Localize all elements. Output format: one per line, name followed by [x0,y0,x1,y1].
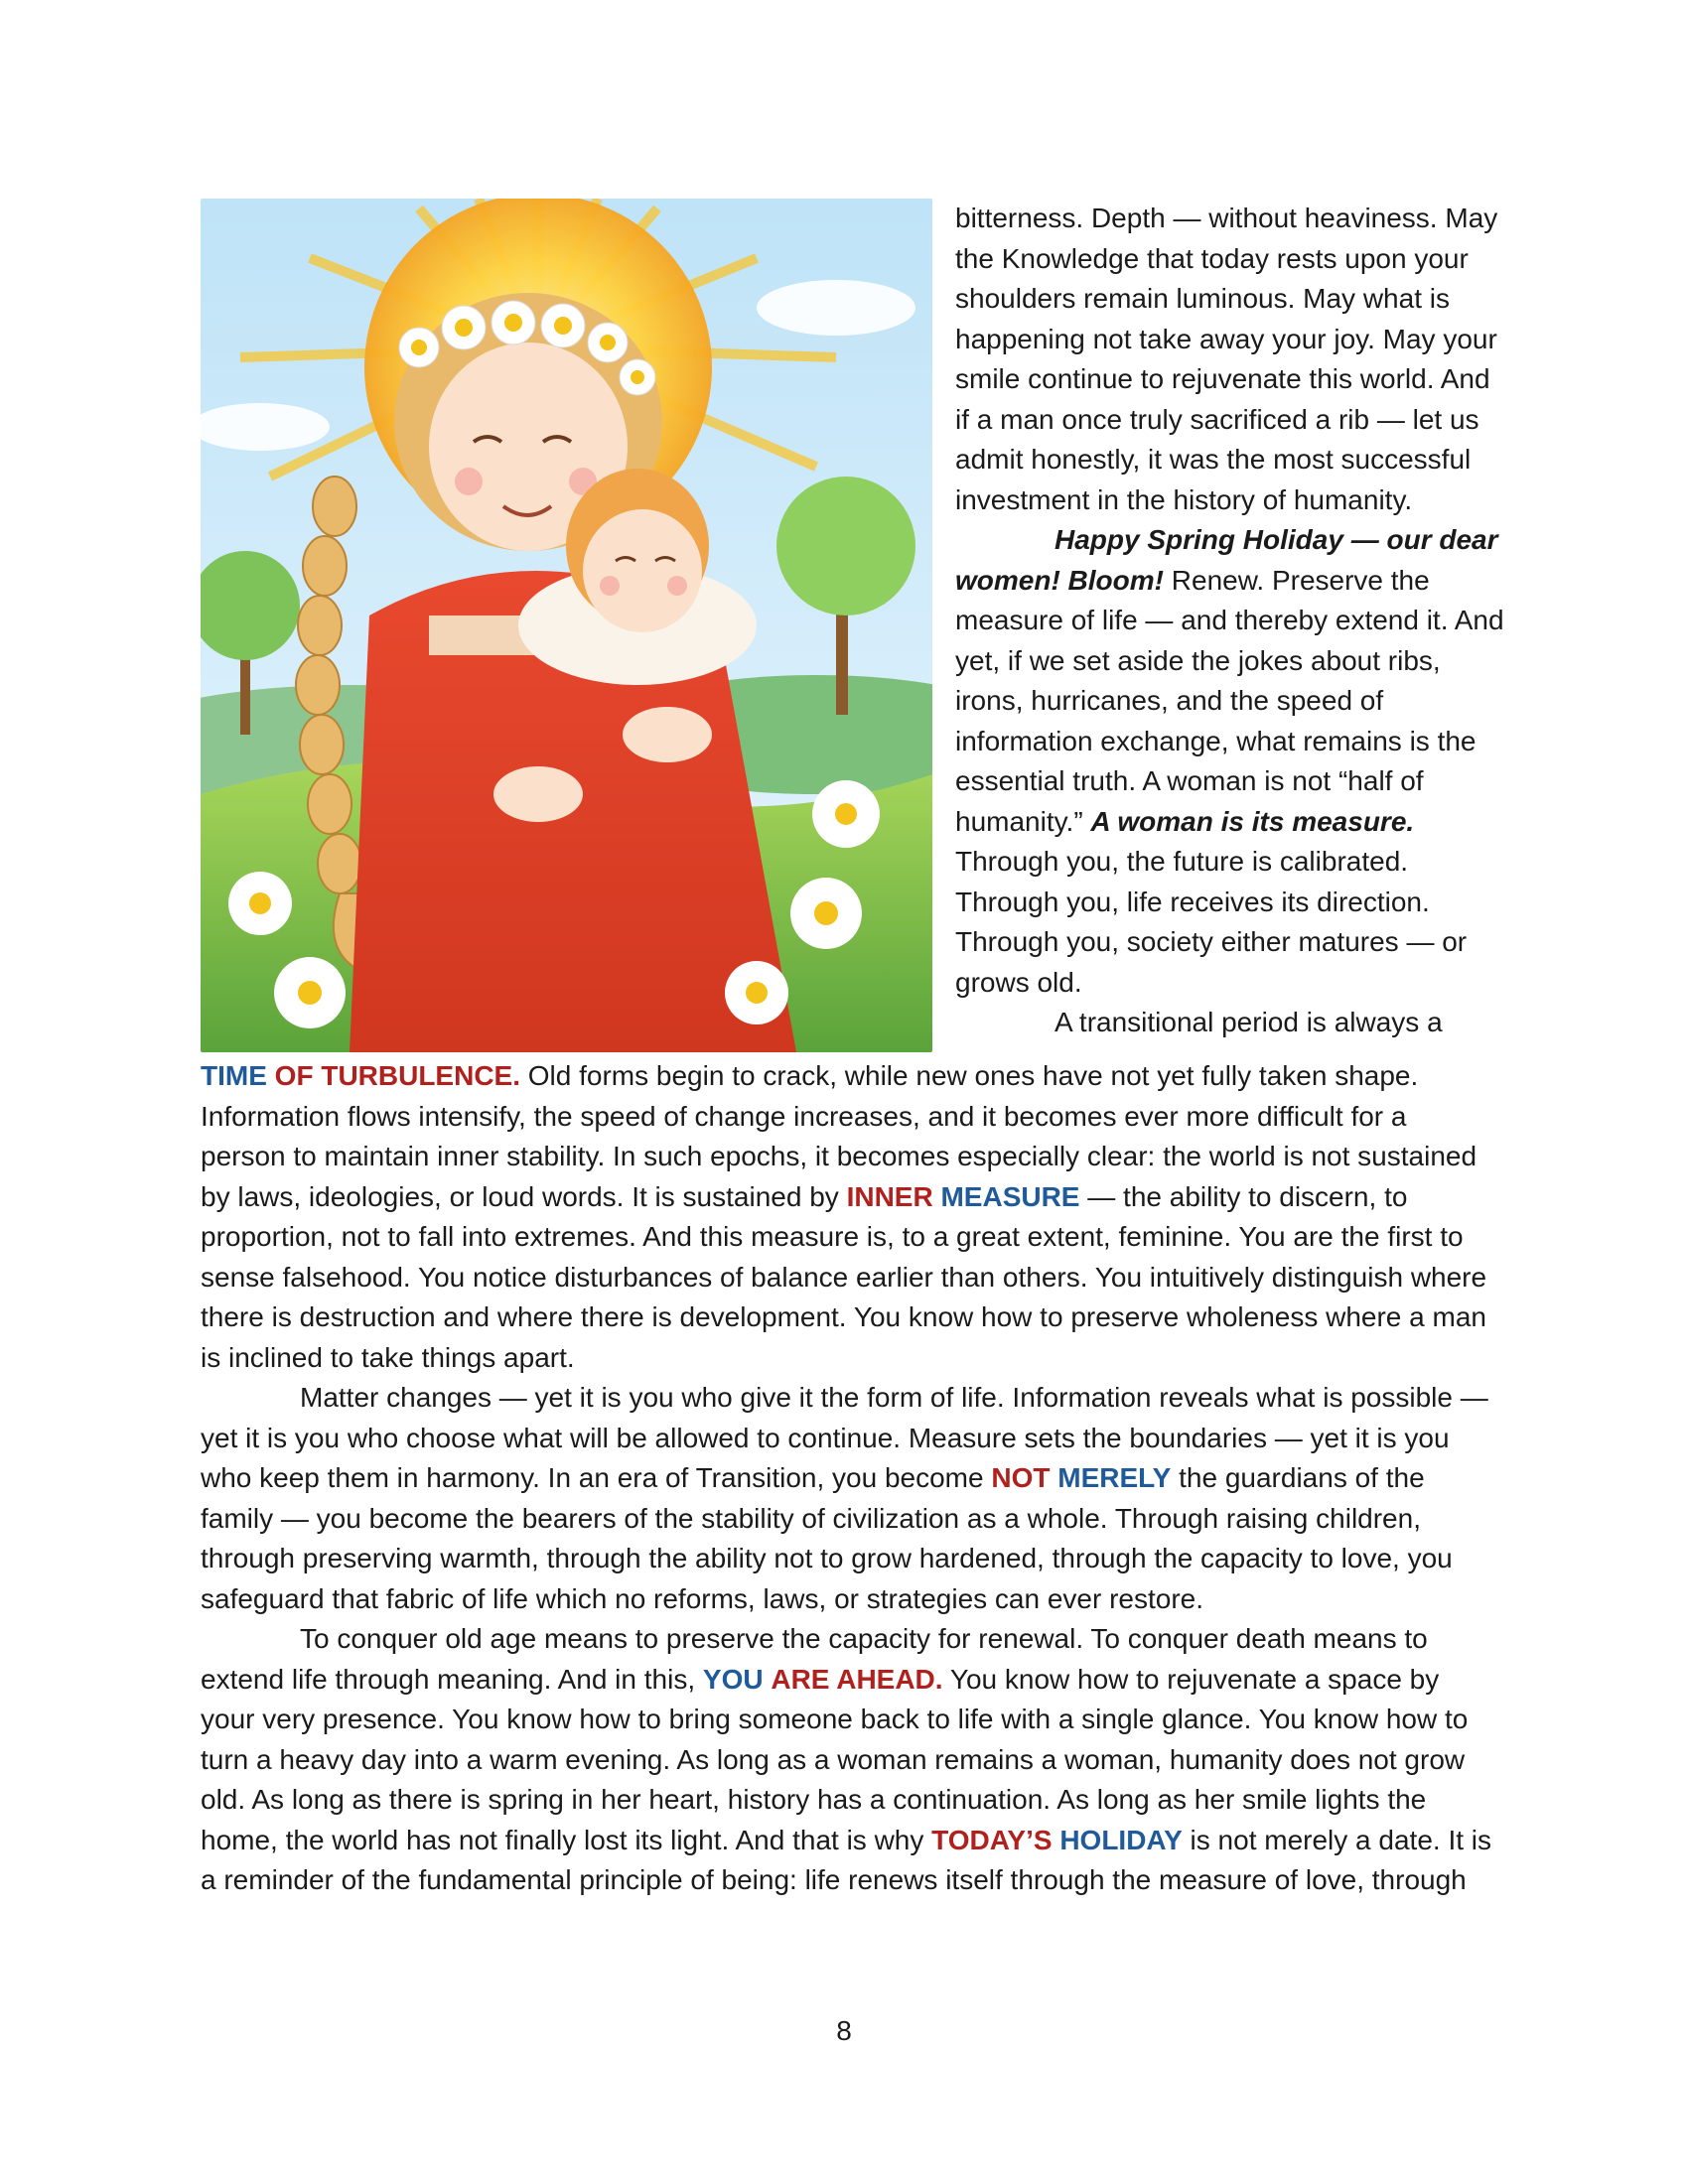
highlight-blue: HOLIDAY [1059,1824,1183,1855]
body-text [201,1056,1491,1901]
highlight-blue: YOU [702,1663,764,1695]
text: Matter changes — yet it is you who give it the form of life. Information reveals what is possible — yet it is you who choose what will be allowed to continue. Measure sets the boundaries — yet it is you who keep them in harmony. In an era of Transition, you become [201,1382,1488,1493]
paragraph [955,520,1511,1003]
highlight-red: ARE AHEAD. [771,1663,943,1695]
text: Old forms begin to crack, while new ones have not yet fully taken shape. Information flows intensify, the speed of change increases, and it becomes ever more difficult for a person to maintain inner stability. In such epochs, it becomes especially clear: the world is not sustained by laws, ideologies, or loud words. It is sustained by [201,1060,1477,1212]
highlight-blue: MERELY [1057,1462,1172,1493]
highlight-red: OF TURBULENCE. [274,1060,520,1091]
highlight-red: INNER [846,1180,933,1212]
paragraph-start: A transitional period is always a [1055,1007,1443,1037]
text: You know how to rejuvenate a space by your very presence. You know how to bring someone back to life with a single glance. You know how to turn a heavy day into a warm evening. As long as a woman remains a woman, humanity does not grow old. As long as there is spring in her heart, history has a continuation. As long as her smile lights the home, the world has not finally lost its light. And that is why [201,1663,1469,1855]
side-text-column [955,199,1511,1043]
mother-child-sun-illustration [201,199,932,1052]
bold-italic-text: A woman is its measure. [1090,805,1415,837]
text: the guardians of the family — you become the bearers of the stability of civilization as a whole. Through raising children, through preserving warmth, through the ability not to grow hardened, through the capacity to love, you safeguard that fabric of life which no reforms, laws, or strategies can ever restore. [201,1462,1453,1614]
paragraph [201,1056,1491,1378]
highlight-blue: MEASURE [940,1180,1080,1212]
bold-italic-text: Happy Spring Holiday — our dear women! Bloom! [955,524,1498,596]
page-number: 8 [836,2015,852,2046]
paragraph [201,1619,1491,1901]
highlight-blue: TIME [201,1060,267,1091]
highlight-red: NOT [991,1462,1051,1493]
text: To conquer old age means to preserve the capacity for renewal. To conquer death means to extend life through meaning. And in this, [201,1623,1428,1695]
paragraph: bitterness. Depth — without heaviness. May the Knowledge that today rests upon your shoulders remain luminous. May what is happening not take away your joy. May your smile continue to rejuvenate this world. And if a man once truly sacrificed a rib — let us admit honestly, it was the most successful investment in the history of humanity. [955,203,1498,515]
text: is not merely a date. It is a reminder of the fundamental principle of being: life renews itself through the measure of love, through [201,1824,1492,1895]
text: Renew. Preserve the measure of life — and thereby extend it. And yet, if we set aside the jokes about ribs, irons, hurricanes, and the speed of information exchange, what remains is the essential truth. A woman is not “half of humanity.” [955,564,1504,837]
text: — the ability to discern, to proportion, not to fall into extremes. And this measure is, to a great extent, feminine. You are the first to sense falsehood. You notice disturbances of balance earlier than others. You intuitively distinguish where there is destruction and where there is development. You know how to preserve wholeness where a man is inclined to take things apart. [201,1180,1487,1373]
text: Through you, the future is calibrated. Through you, life receives its direction. Through you, society either matures — or grows old. [955,846,1468,998]
paragraph [201,1378,1491,1619]
highlight-red: TODAY’S [931,1824,1053,1855]
